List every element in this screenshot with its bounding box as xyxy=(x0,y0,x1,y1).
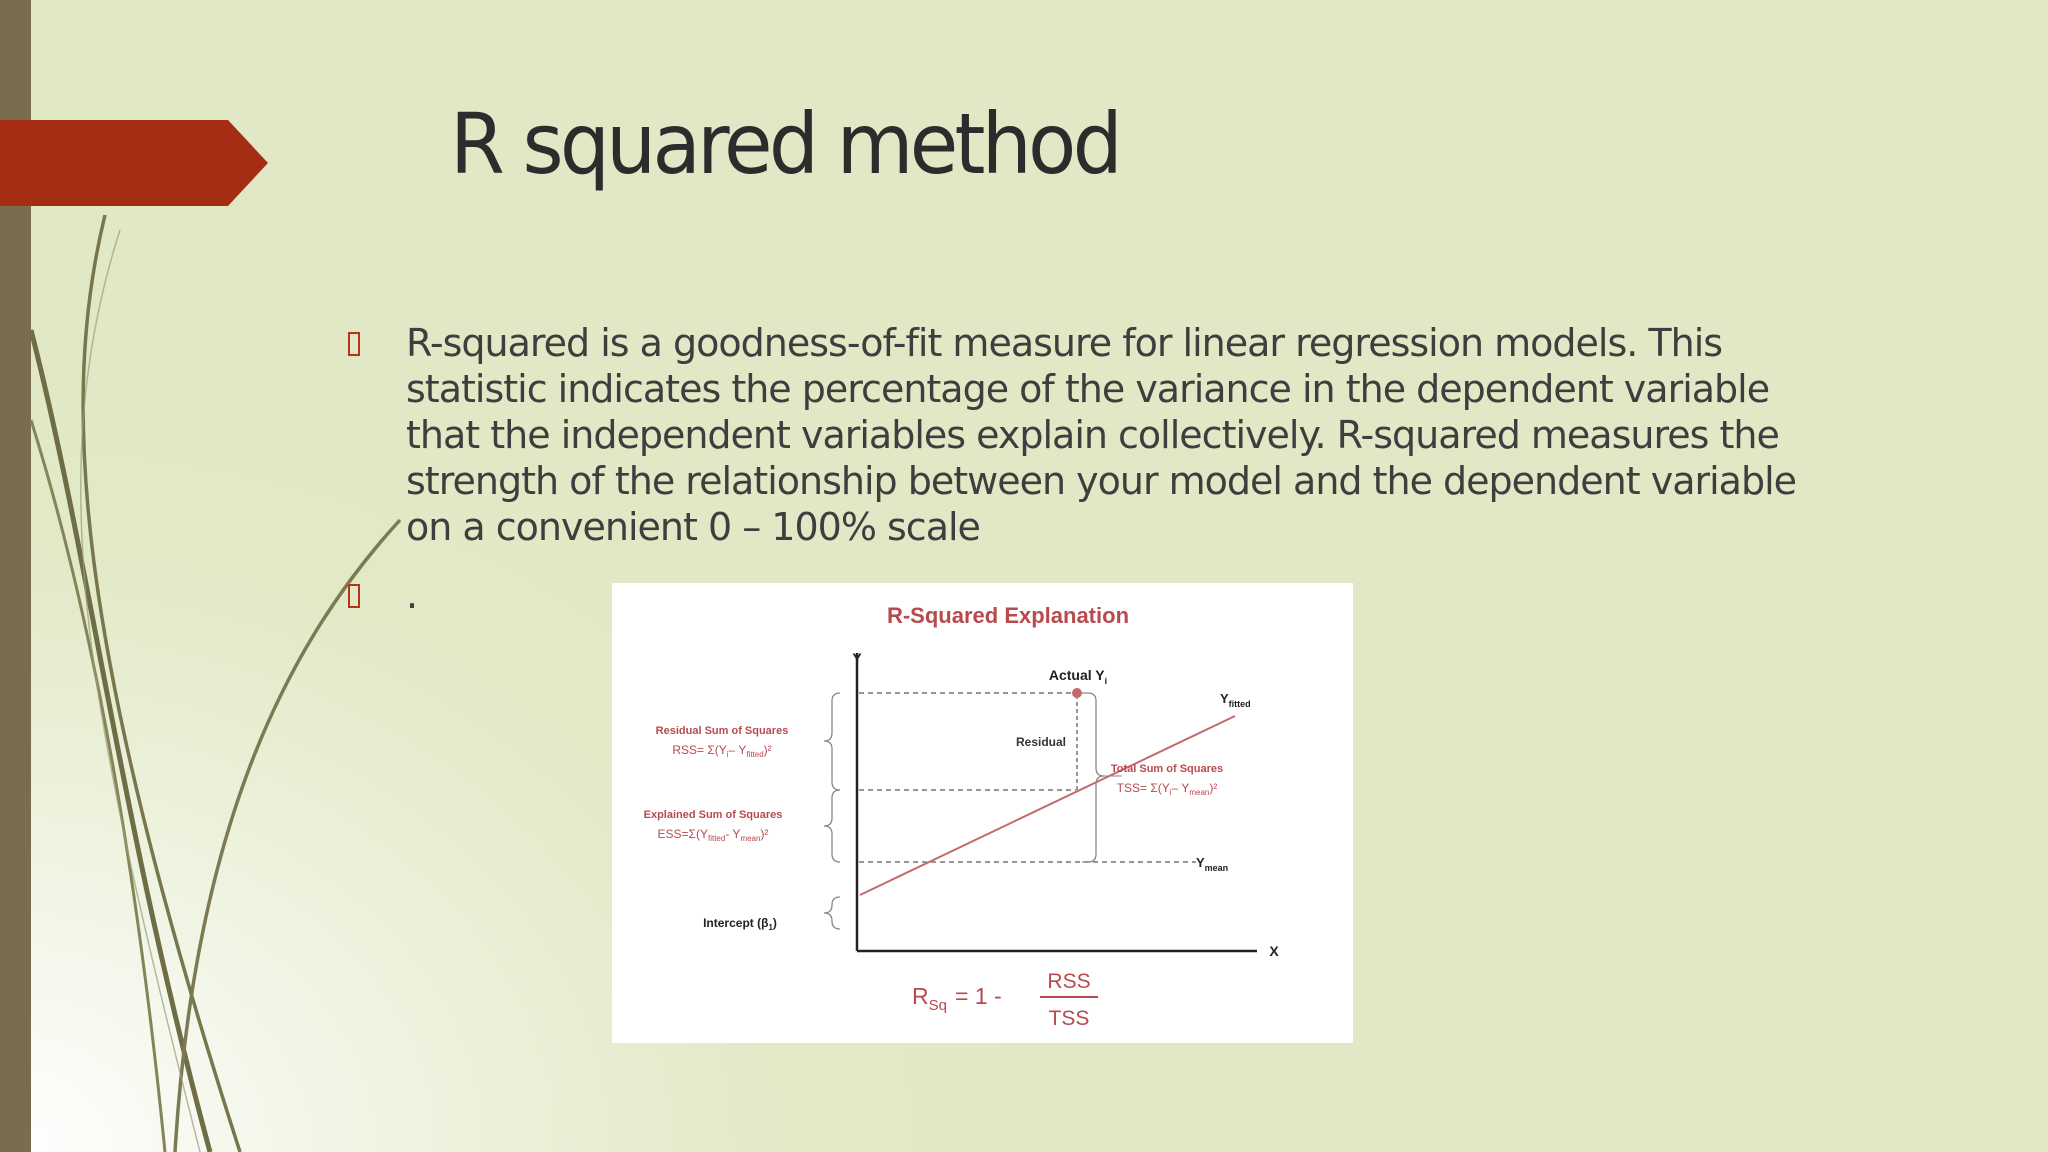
x-axis-label: X xyxy=(1269,943,1279,959)
ess-formula: $ESS=\Sigma(Y_{fitted}-$ $Y_{mean})^2$ xyxy=(657,827,769,843)
formula-lhs: $R_{Sq} = 1$ - xyxy=(912,983,1002,1014)
formula-denominator: TSS xyxy=(1048,1007,1090,1030)
y-fitted-label: $Y_{fitted}$ xyxy=(1220,691,1251,709)
residual-label: Residual xyxy=(1015,735,1067,749)
bullet-text: R-squared is a goodness-of-fit measure for linear regression models. This statistic indicates the percentage of the variance in the dependent variable that the independent variables explain collectively. R-squared measures the strength of the relationship between your model and the dependent variable on a convenient 0 – 100% scale xyxy=(406,321,1797,549)
intercept-label: Intercept $(\beta_1)$ xyxy=(703,916,777,932)
bullet-marker-icon xyxy=(348,584,360,608)
y-mean-label: $Y_{mean}$ xyxy=(1196,855,1229,873)
rss-title: Residual Sum of Squares xyxy=(655,725,789,737)
rss-formula: $RSS= \Sigma(Y_i-$ $Y_{fitted})^2$ xyxy=(672,743,772,759)
rss-brace xyxy=(824,693,840,790)
tss-formula: $TSS= \Sigma(Y_i-$ $Y_{mean})^2$ xyxy=(1116,781,1218,797)
diagram-title: R-Squared Explanation xyxy=(886,603,1130,628)
ess-brace xyxy=(824,790,840,862)
bullet-text: . xyxy=(406,573,418,617)
ess-title: Explained Sum of Squares xyxy=(643,809,783,821)
bullet-item xyxy=(340,320,1820,550)
tss-title: Total Sum of Squares xyxy=(1110,763,1224,775)
slide-title: R squared method xyxy=(450,95,1119,193)
r-squared-diagram xyxy=(612,583,1353,1043)
intercept-brace xyxy=(824,897,840,929)
bullet-marker-icon xyxy=(348,332,360,356)
bullet-list xyxy=(340,320,1820,618)
actual-y-label: Actual $Y_i$ xyxy=(1048,667,1108,686)
formula-numerator: RSS xyxy=(1047,970,1091,993)
title-arrow-marker xyxy=(0,120,270,206)
actual-point xyxy=(1072,688,1082,698)
y-axis-label: Y xyxy=(852,650,862,666)
tss-brace xyxy=(1082,693,1104,862)
